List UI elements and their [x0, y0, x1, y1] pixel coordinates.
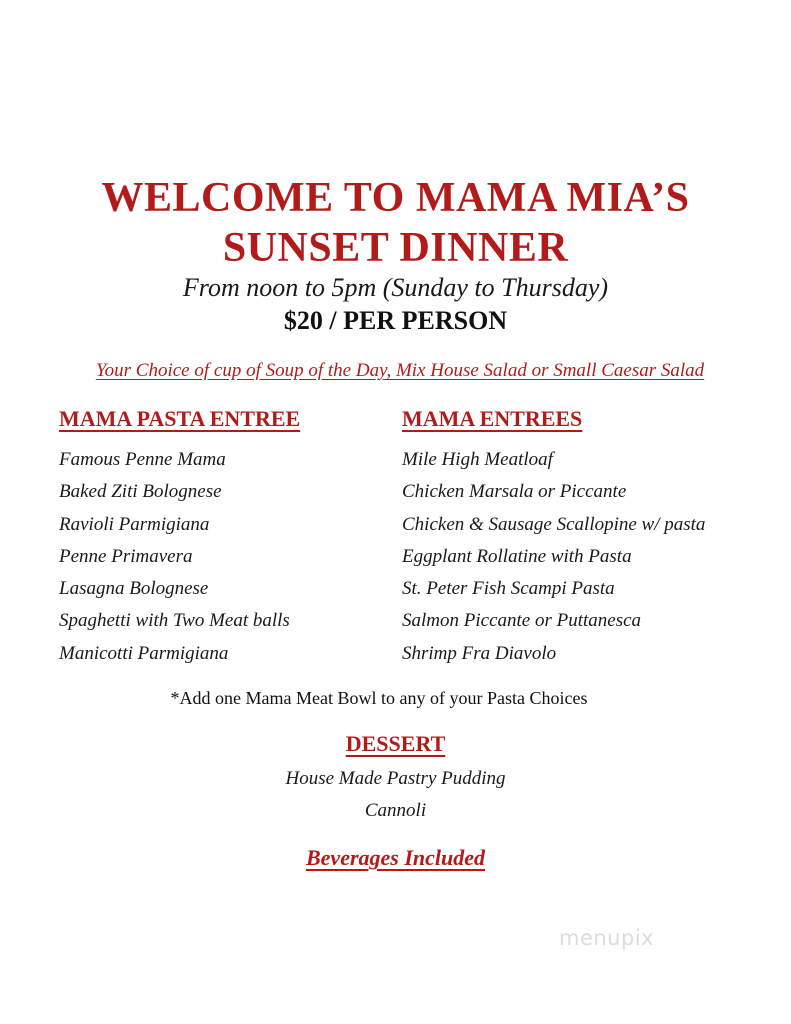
meat-bowl-note: *Add one Mama Meat Bowl to any of your Pasta Choices	[170, 688, 588, 708]
pasta-item: Manicotti Parmigiana	[59, 642, 229, 664]
pasta-item: Famous Penne Mama	[59, 449, 226, 470]
entrees-list	[402, 446, 705, 672]
entree-item: Chicken Marsala or Piccante	[402, 481, 627, 503]
dessert-heading: DESSERT	[345, 731, 446, 756]
entree-item: St. Peter Fish Scampi Pasta	[402, 578, 615, 600]
menu-title-line1: WELCOME TO MAMA MIA’S	[101, 175, 690, 221]
entree-item: Mile High Meatloaf	[402, 449, 553, 470]
watermark-logo: menupix	[559, 926, 655, 950]
pasta-item: Ravioli Parmigiana	[59, 513, 210, 535]
price-text: $20 / PER PERSON	[283, 306, 508, 335]
entree-item: Chicken & Sausage Scallopine w/ pasta	[402, 513, 706, 535]
pasta-heading: MAMA PASTA ENTREE	[59, 406, 301, 431]
starter-choice-text: Your Choice of cup of Soup of the Day, Mix House Salad or Small Caesar Salad	[95, 360, 705, 381]
entree-item: Salmon Piccante or Puttanesca	[402, 610, 642, 632]
beverages-text: Beverages Included	[305, 845, 486, 870]
pasta-item: Penne Primavera	[59, 545, 193, 567]
pasta-list	[59, 446, 290, 672]
dessert-list	[0, 764, 791, 828]
entree-item: Eggplant Rollatine with Pasta	[402, 545, 632, 567]
pasta-item: Spaghetti with Two Meat balls	[59, 610, 290, 632]
dessert-item: Cannoli	[364, 800, 427, 821]
entree-item: Shrimp Fra Diavolo	[402, 642, 557, 664]
pasta-item: Lasagna Bolognese	[59, 578, 209, 600]
pasta-item: Baked Ziti Bolognese	[59, 481, 222, 503]
entrees-heading: MAMA ENTREES	[402, 406, 583, 431]
menu-title-line2: SUNSET DINNER	[222, 225, 569, 271]
hours-text: From noon to 5pm (Sunday to Thursday)	[182, 273, 609, 302]
dessert-item: House Made Pastry Pudding	[285, 768, 506, 789]
